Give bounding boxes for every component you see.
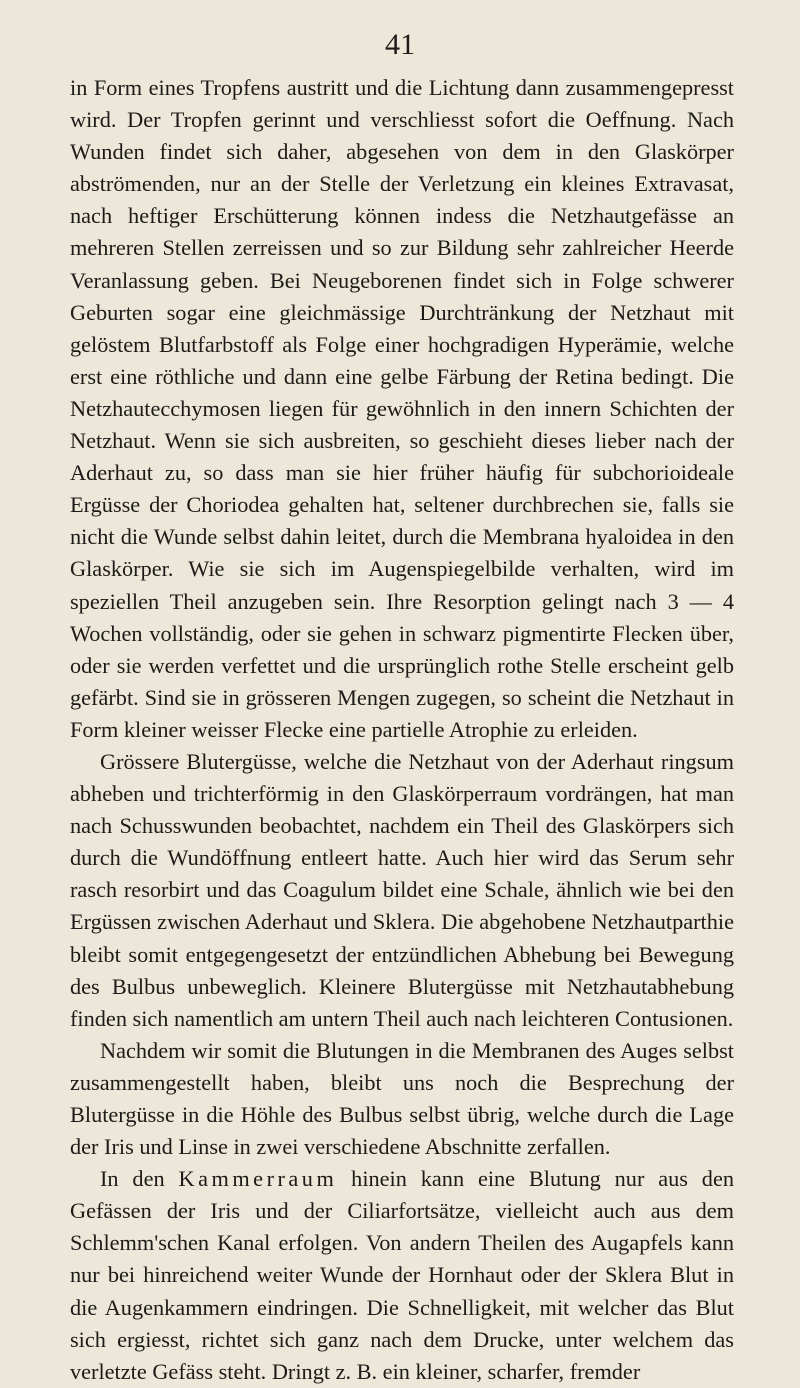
page-number: 41 bbox=[385, 28, 415, 61]
body-text bbox=[70, 72, 734, 1388]
paragraph-4-rest: hinein kann eine Blutung nur aus den Gefässen der Iris und der Ciliarfortsätze, vielleicht auch aus dem Schlemm'schen Kanal erfolgen. Von andern Theilen des Augapfels kann nur bei hinreichend weiter Wunde der Hornhaut oder der Sklera Blut in die Augenkammern eindringen. Die Schnelligkeit, mit welcher das Blut sich ergiesst, richtet sich ganz nach dem Drucke, unter welchem das verletzte Gefäss steht. Dringt z. B. ein kleiner, scharfer, fremder bbox=[70, 1166, 734, 1384]
paragraph-4-lead: In den bbox=[100, 1166, 179, 1192]
paragraph-3: Nachdem wir somit die Blutungen in die Membranen des Auges selbst zusammengestellt haben, bleibt uns noch die Besprechung der Blutergüsse in die Höhle des Bulbus selbst übrig, welche durch die Lage der Iris und Linse in zwei verschiedene Abschnitte zerfallen. bbox=[70, 1037, 734, 1160]
paragraph-4 bbox=[70, 1163, 734, 1388]
paragraph-1: in Form eines Tropfens austritt und die Lichtung dann zusammengepresst wird. Der Tropfen gerinnt und verschliesst sofort die Oeffnung. Nach Wunden findet sich daher, abgesehen von dem in den Glaskörper abströmenden, nur an der Stelle der Verletzung ein kleines Extravasat, nach heftiger Erschütterung können indess die Netzhautgefässe an mehreren Stellen zerreissen und so zur Bildung sehr zahlreicher Heerde Veranlassung geben. Bei Neugeborenen findet sich in Folge schwerer Geburten sogar eine gleichmässige Durchtränkung der Netzhaut mit gelöstem Blutfarbstoff als Folge einer hochgradigen Hyperämie, welche erst eine röthliche und dann eine gelbe Färbung der Retina bedingt. Die Netzhautecchymosen liegen für gewöhnlich in den innern Schichten der Netzhaut. Wenn sie sich ausbreiten, so geschieht dieses lieber nach der Aderhaut zu, so dass man sie hier früher häufig für subchorioideale Ergüsse der Choriodea gehalten hat, seltener durchbrechen sie, falls sie nicht die Wunde selbst dahin leitet, durch die Membrana hyaloidea in den Glaskörper. Wie sie sich im Augenspiegelbilde verhalten, wird im speziellen Theil anzugeben sein. Ihre Resorption gelingt nach 3 — 4 Wochen vollständig, oder sie gehen in schwarz pigmentirte Flecken über, oder sie werden verfettet und die ursprünglich rothe Stelle erscheint gelb gefärbt. Sind sie in grösseren Mengen zugegen, so scheint die Netzhaut in Form kleiner weisser Flecke eine partielle Atrophie zu erleiden. bbox=[70, 75, 734, 742]
spaced-term: Kammerraum bbox=[178, 1166, 338, 1192]
paragraph-2: Grössere Blutergüsse, welche die Netzhaut von der Aderhaut ringsum abheben und trichterförmig in den Glaskörperraum vordrängen, hat man nach Schusswunden beobachtet, nachdem ein Theil des Glaskörpers sich durch die Wundöffnung entleert hatte. Auch hier wird das Serum sehr rasch resorbirt und das Coagulum bildet eine Schale, ähnlich wie bei den Ergüssen zwischen Aderhaut und Sklera. Die abgehobene Netzhautparthie bleibt somit entgegengesetzt der entzündlichen Abhebung bei Bewegung des Bulbus unbeweglich. Kleinere Blutergüsse mit Netzhautabhebung finden sich namentlich am untern Theil auch nach leichteren Contusionen. bbox=[70, 748, 734, 1031]
